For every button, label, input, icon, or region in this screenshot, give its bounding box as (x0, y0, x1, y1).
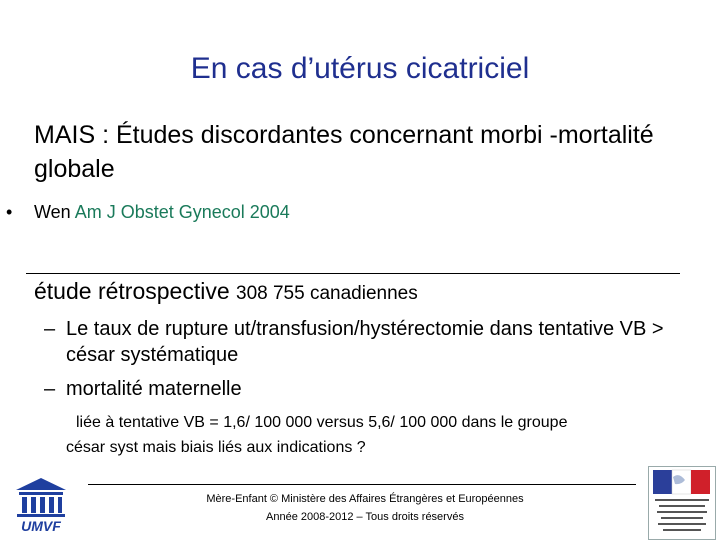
subpoint-rupture (44, 316, 664, 368)
umvf-logo-graphic (10, 476, 72, 534)
note-line-2: césar syst mais biais liés aux indications ? (66, 439, 366, 456)
divider-bottom (88, 484, 636, 485)
note-line-1: liée à tentative VB = 1,6/ 100 000 versus 5,6/ 100 000 dans le groupe (76, 414, 568, 431)
etude-line (34, 278, 418, 305)
mais-heading: MAIS : Études discordantes concernant morbi -mortalité globale (34, 121, 654, 183)
etude-count: 308 755 canadiennes (236, 283, 418, 304)
subpoint-text: Le taux de rupture ut/transfusion/hystérectomie dans tentative VB > césar systématique (66, 318, 664, 366)
dash-icon: – (44, 378, 56, 400)
ministere-logo (648, 466, 716, 540)
wen-bullet-line (6, 202, 290, 223)
umvf-logo (10, 476, 72, 534)
divider-top (26, 273, 680, 274)
journal-reference: Am J Obstet Gynecol 2004 (74, 202, 290, 222)
subpoint-mortalite (44, 376, 242, 402)
dash-icon: – (44, 318, 56, 340)
footer-years: Année 2008-2012 – Tous droits réservés (266, 511, 464, 523)
footer-copyright: Mère-Enfant © Ministère des Affaires Étrangères et Européennes (206, 493, 524, 505)
wen-author: Wen (34, 202, 75, 222)
umvf-logo-text: UMVF (21, 518, 61, 534)
subpoint-text: mortalité maternelle (66, 378, 242, 400)
footer (120, 490, 610, 526)
ministere-logo-graphic (649, 467, 715, 539)
bullet-icon: • (6, 202, 13, 222)
slide-title: En cas d’utérus cicatriciel (190, 52, 530, 85)
etude-main: étude rétrospective (34, 278, 237, 304)
mortality-note (66, 410, 706, 460)
